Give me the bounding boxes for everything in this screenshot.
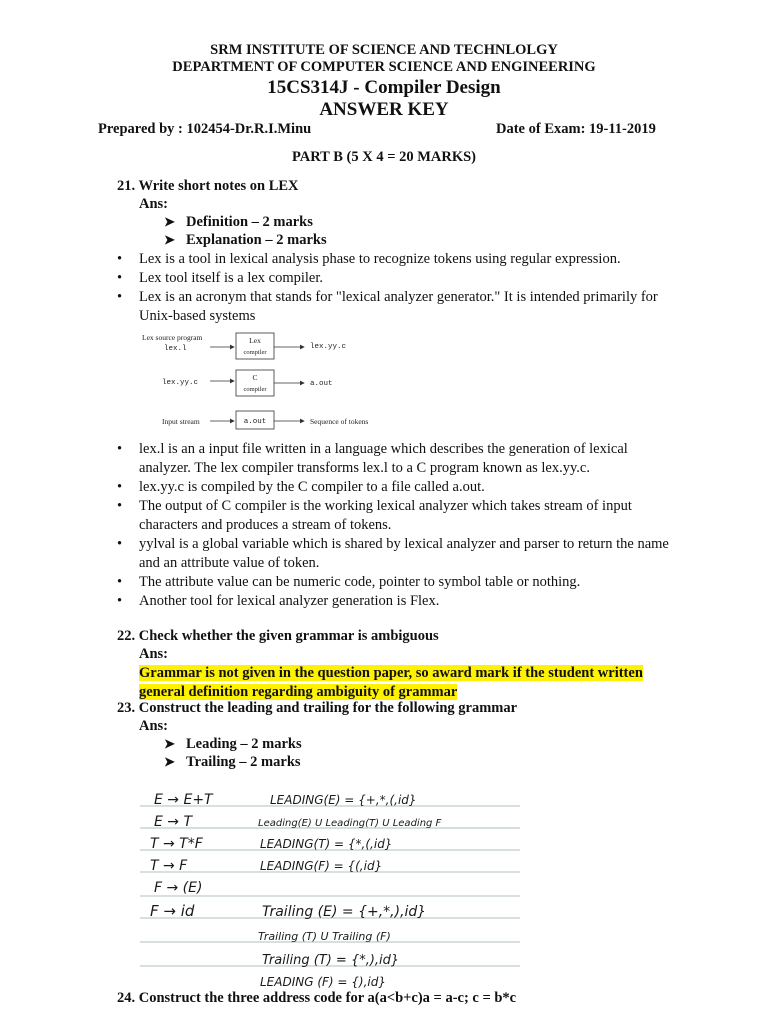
q21-bullet: • Lex is a tool in lexical analysis phase to recognize tokens using regular expression. [117, 251, 621, 267]
q21-bullet: • yylval is a global variable which is shared by lexical analyzer and parser to return the name and an attribute value of token. [117, 536, 669, 571]
institute-name: SRM INSTITUTE OF SCIENCE AND TECHNLOLGY [210, 42, 558, 58]
question-23-ans-label: Ans: [139, 718, 169, 734]
diagram-lex-yy-c-output: lex.yy.c [310, 343, 347, 351]
diagram-input-stream-label: Input stream [162, 417, 200, 426]
diagram-c-compiler-label-1: C [252, 373, 258, 382]
q23-mark-leading: ➤ Leading – 2 marks [164, 736, 302, 752]
lex-process-diagram [140, 330, 390, 430]
diagram-lex-yy-c-input: lex.yy.c [162, 379, 199, 387]
question-22-ans-label: Ans: [139, 646, 169, 662]
document-title: ANSWER KEY [319, 99, 449, 120]
diagram-lex-compiler-label-2: compiler [243, 349, 267, 356]
hw-set: Leading(E) U Leading(T) U Leading F [258, 818, 442, 829]
q21-bullet: • Lex tool itself is a lex compiler. [117, 270, 324, 286]
diagram-a-out-box-label: a.out [243, 418, 267, 426]
exam-date: Date of Exam: 19-11-2019 [496, 121, 656, 137]
arrow-bullet-icon: ➤ [164, 214, 175, 229]
question-23-title: 23. Construct the leading and trailing for the following grammar [117, 700, 518, 716]
diagram-c-compiler-label-2: compiler [243, 386, 267, 393]
hw-production: T → F [150, 858, 188, 874]
question-21-ans-label: Ans: [139, 196, 169, 212]
diagram-a-out-output: a.out [310, 380, 333, 388]
question-24-title: 24. Construct the three address code for a(a<b+c)a = a-c; c = b*c [117, 990, 517, 1006]
course-title: 15CS314J - Compiler Design [267, 77, 501, 98]
hw-production: E → E+T [154, 792, 213, 808]
hw-set: Trailing (E) = {+,*,),id} [262, 904, 427, 920]
diagram-token-sequence-label: Sequence of tokens [310, 417, 369, 426]
q23-mark-trailing: ➤ Trailing – 2 marks [164, 754, 301, 770]
hw-set: Trailing (T) U Trailing (F) [258, 930, 391, 943]
arrow-bullet-icon: ➤ [164, 232, 175, 247]
q21-bullet: • lex.l is an a input file written in a language which describes the generation of lexical analyzer. The lex compiler transforms lex.l to a C program known as lex.yy.c. [117, 441, 628, 476]
q21-bullet: • Another tool for lexical analyzer generation is Flex. [117, 593, 440, 609]
q21-bullet: • Lex is an acronym that stands for "lexical analyzer generator." It is intended primarily for Unix-based systems [117, 289, 658, 324]
question-22-title: 22. Check whether the given grammar is ambiguous [117, 628, 439, 644]
hw-set: LEADING(F) = {(,id} [260, 859, 383, 873]
diagram-lex-compiler-label-1: Lex [249, 336, 261, 345]
diagram-lex-source-label: Lex source program [142, 333, 203, 342]
handwritten-leading-trailing [140, 784, 520, 988]
arrow-bullet-icon: ➤ [164, 736, 175, 751]
q21-bullet: • The output of C compiler is the working lexical analyzer which takes stream of input characters and produces a stream of tokens. [117, 498, 632, 533]
hw-production: E → T [154, 814, 193, 830]
q22-highlighted-note: Grammar is not given in the question paper, so award mark if the student written general definition regarding ambiguity of grammar [139, 665, 643, 700]
hw-production: F → id [150, 902, 195, 920]
hw-set: LEADING(T) = {*,(,id} [260, 837, 393, 851]
hw-set: LEADING (F) = {),id} [260, 975, 387, 988]
q21-mark-explanation: ➤ Explanation – 2 marks [164, 232, 327, 248]
hw-set: LEADING(E) = {+,*,(,id} [270, 793, 417, 807]
prepared-by: Prepared by : 102454-Dr.R.I.Minu [98, 121, 312, 137]
diagram-lex-l-file: lex.l [164, 345, 187, 353]
q21-mark-definition: ➤ Definition – 2 marks [164, 214, 313, 230]
q21-bullet: • lex.yy.c is compiled by the C compiler to a file called a.out. [117, 479, 485, 495]
part-heading: PART B (5 X 4 = 20 MARKS) [291, 149, 477, 165]
hw-production: T → T*F [150, 836, 203, 852]
hw-set: Trailing (T) = {*,),id} [262, 953, 400, 968]
arrow-bullet-icon: ➤ [164, 754, 175, 769]
hw-production: F → (E) [154, 880, 203, 896]
department-name: DEPARTMENT OF COMPUTER SCIENCE AND ENGINEERING [172, 59, 596, 75]
question-21-title: 21. Write short notes on LEX [117, 178, 299, 194]
q21-bullet: • The attribute value can be numeric code, pointer to symbol table or nothing. [117, 574, 581, 590]
